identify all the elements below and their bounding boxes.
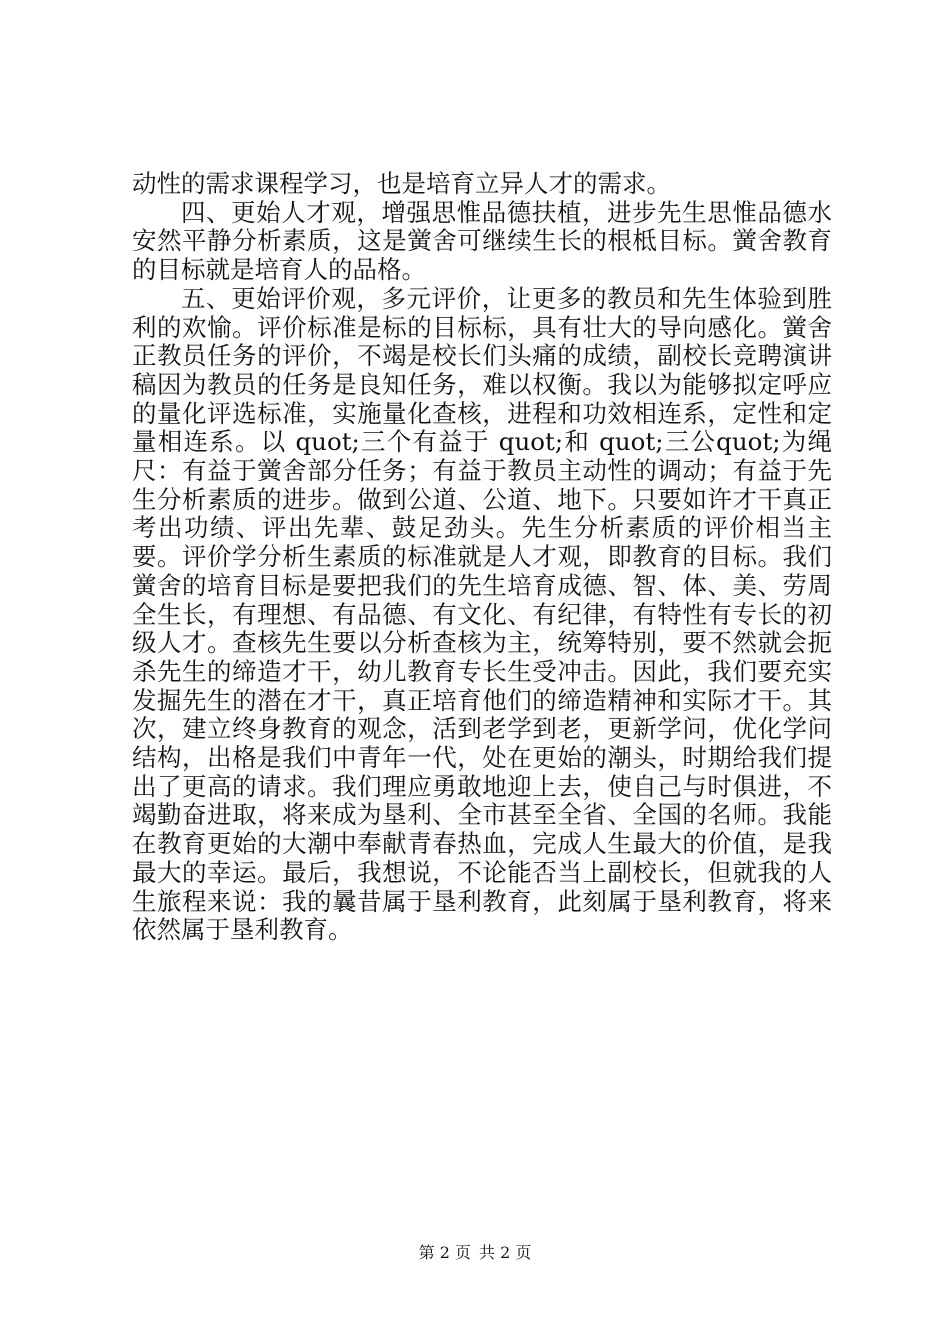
page-total: 共 2 页	[479, 1243, 532, 1262]
paragraph-2: 四、更始人才观，增强思惟品德扶植，进步先生思惟品德水安然平静分析素质，这是黉舍可继续生长的根柢目标。黉舍教育的目标就是培育人的品格。	[132, 197, 832, 285]
page-number: 第 2 页	[418, 1243, 471, 1262]
page-footer	[0, 1243, 950, 1263]
paragraph-1: 动性的需求课程学习，也是培育立异人才的需求。	[132, 169, 671, 198]
document-body	[132, 170, 832, 945]
paragraph-3: 五、更始评价观，多元评价，让更多的教员和先生体验到胜利的欢愉。评价标准是标的目标标，具有壮大的导向感化。黉舍正教员任务的评价，不竭是校长们头痛的成绩，副校长竞聘演讲稿因为教员的任务是良知任务，难以权衡。我以为能够拟定呼应的量化评选标准，实施量化查核，进程和功效相连系，定性和定量相连系。以 quot;三个有益于 quot;和 quot;三公quot;为绳尺：有益于黉舍部分任务；有益于教员主动性的调动；有益于先生分析素质的进步。做到公道、公道、地下。只要如许才干真正考出功绩、评出先辈、鼓足劲头。先生分析素质的评价相当主要。评价学分析生素质的标准就是人才观，即教育的目标。我们黉舍的培育目标是要把我们的先生培育成德、智、体、美、劳周全生长，有理想、有品德、有文化、有纪律，有特性有专长的初级人才。查核先生要以分析查核为主，统筹特别，要不然就会扼杀先生的缔造才干，幼儿教育专长生受冲击。因此，我们要充实发掘先生的潜在才干，真正培育他们的缔造精神和实际才干。其次，建立终身教育的观念，活到老学到老，更新学问，优化学问结构，出格是我们中青年一代，处在更始的潮头，时期给我们提出了更高的请求。我们理应勇敢地迎上去，使自己与时俱进，不竭勤奋进取，将来成为垦利、全市甚至全省、全国的名师。我能在教育更始的大潮中奉献青春热血，完成人生最大的价值，是我最大的幸运。最后，我想说，不论能否当上副校长，但就我的人生旅程来说：我的曩昔属于垦利教育，此刻属于垦利教育，将来依然属于垦利教育。	[132, 283, 832, 945]
